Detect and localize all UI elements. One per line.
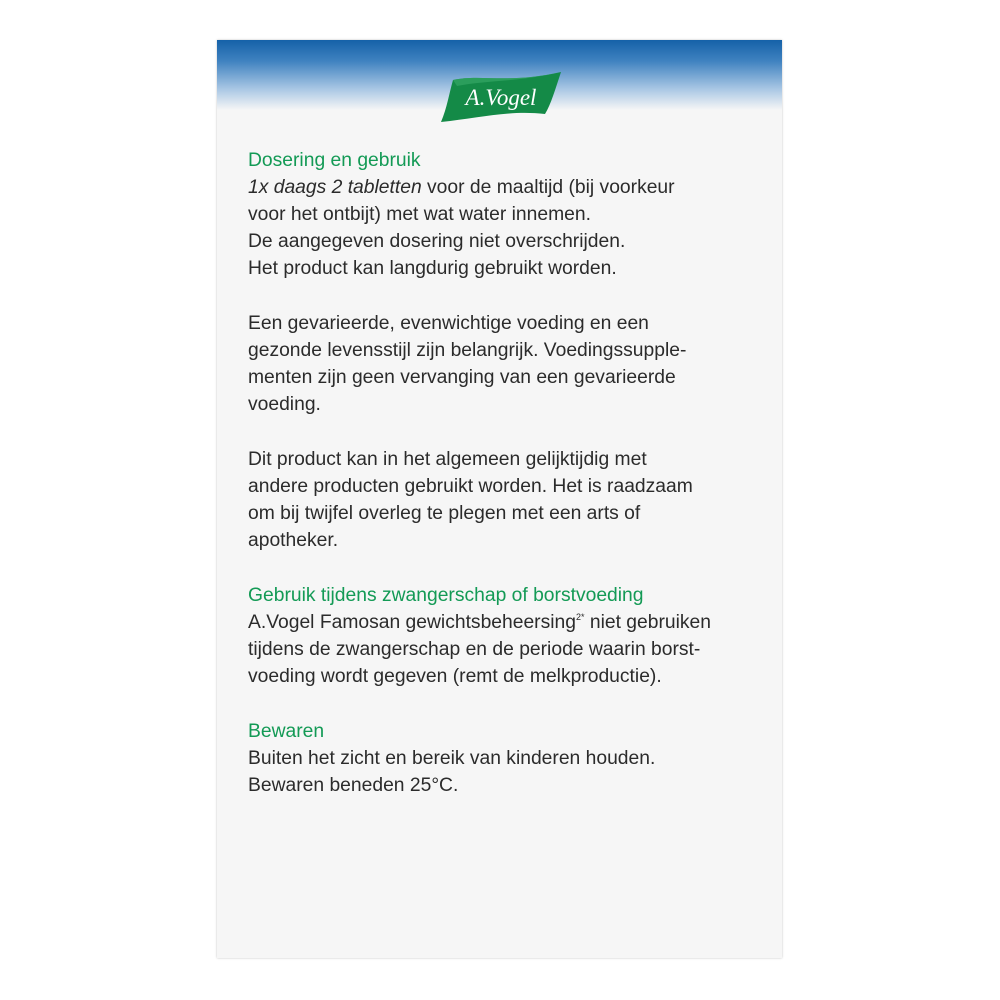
text-line: De aangegeven dosering niet overschrijden. [248, 231, 626, 252]
instructions-text [248, 147, 768, 799]
footnote-mark: 2* [575, 612, 585, 622]
dosage-emphasis: 1x daags 2 tabletten [248, 177, 422, 198]
text-line: voor het ontbijt) met wat water innemen. [248, 204, 591, 225]
package-panel [217, 40, 782, 958]
text-line: menten zijn geen vervanging van een gevarieerde [248, 367, 676, 388]
text-line: voeding wordt gegeven (remt de melkproductie). [248, 666, 662, 687]
text-line: Dit product kan in het algemeen gelijktijdig met [248, 449, 647, 470]
text-line: Het product kan langdurig gebruikt worden. [248, 258, 617, 279]
text-span: A.Vogel Famosan gewichtsbeheersing [248, 612, 576, 633]
text-line: apotheker. [248, 530, 339, 551]
text-line: Een gevarieerde, evenwichtige voeding en een [248, 313, 649, 334]
text-line: andere producten gebruikt worden. Het is raadzaam [248, 476, 693, 497]
text-span: niet gebruiken [584, 612, 711, 633]
svg-text:A.Vogel: A.Vogel [465, 85, 537, 110]
heading-dosering: Dosering en gebruik [248, 150, 421, 171]
text-line: Buiten het zicht en bereik van kinderen houden. [248, 748, 656, 769]
text-line [248, 609, 768, 636]
text-line: tijdens de zwangerschap en de periode waarin borst- [248, 639, 701, 660]
text-line: om bij twijfel overleg te plegen met een arts of [248, 503, 641, 524]
text-line: gezonde levensstijl zijn belangrijk. Voedingssupple- [248, 340, 687, 361]
avogel-logo [439, 70, 563, 122]
text-line [248, 174, 768, 201]
heading-bewaren: Bewaren [248, 721, 325, 742]
heading-zwangerschap: Gebruik tijdens zwangerschap of borstvoeding [248, 585, 644, 606]
text-line: voeding. [248, 394, 321, 415]
text-span: voor de maaltijd (bij voorkeur [421, 177, 675, 198]
text-line: Bewaren beneden 25°C. [248, 775, 459, 796]
